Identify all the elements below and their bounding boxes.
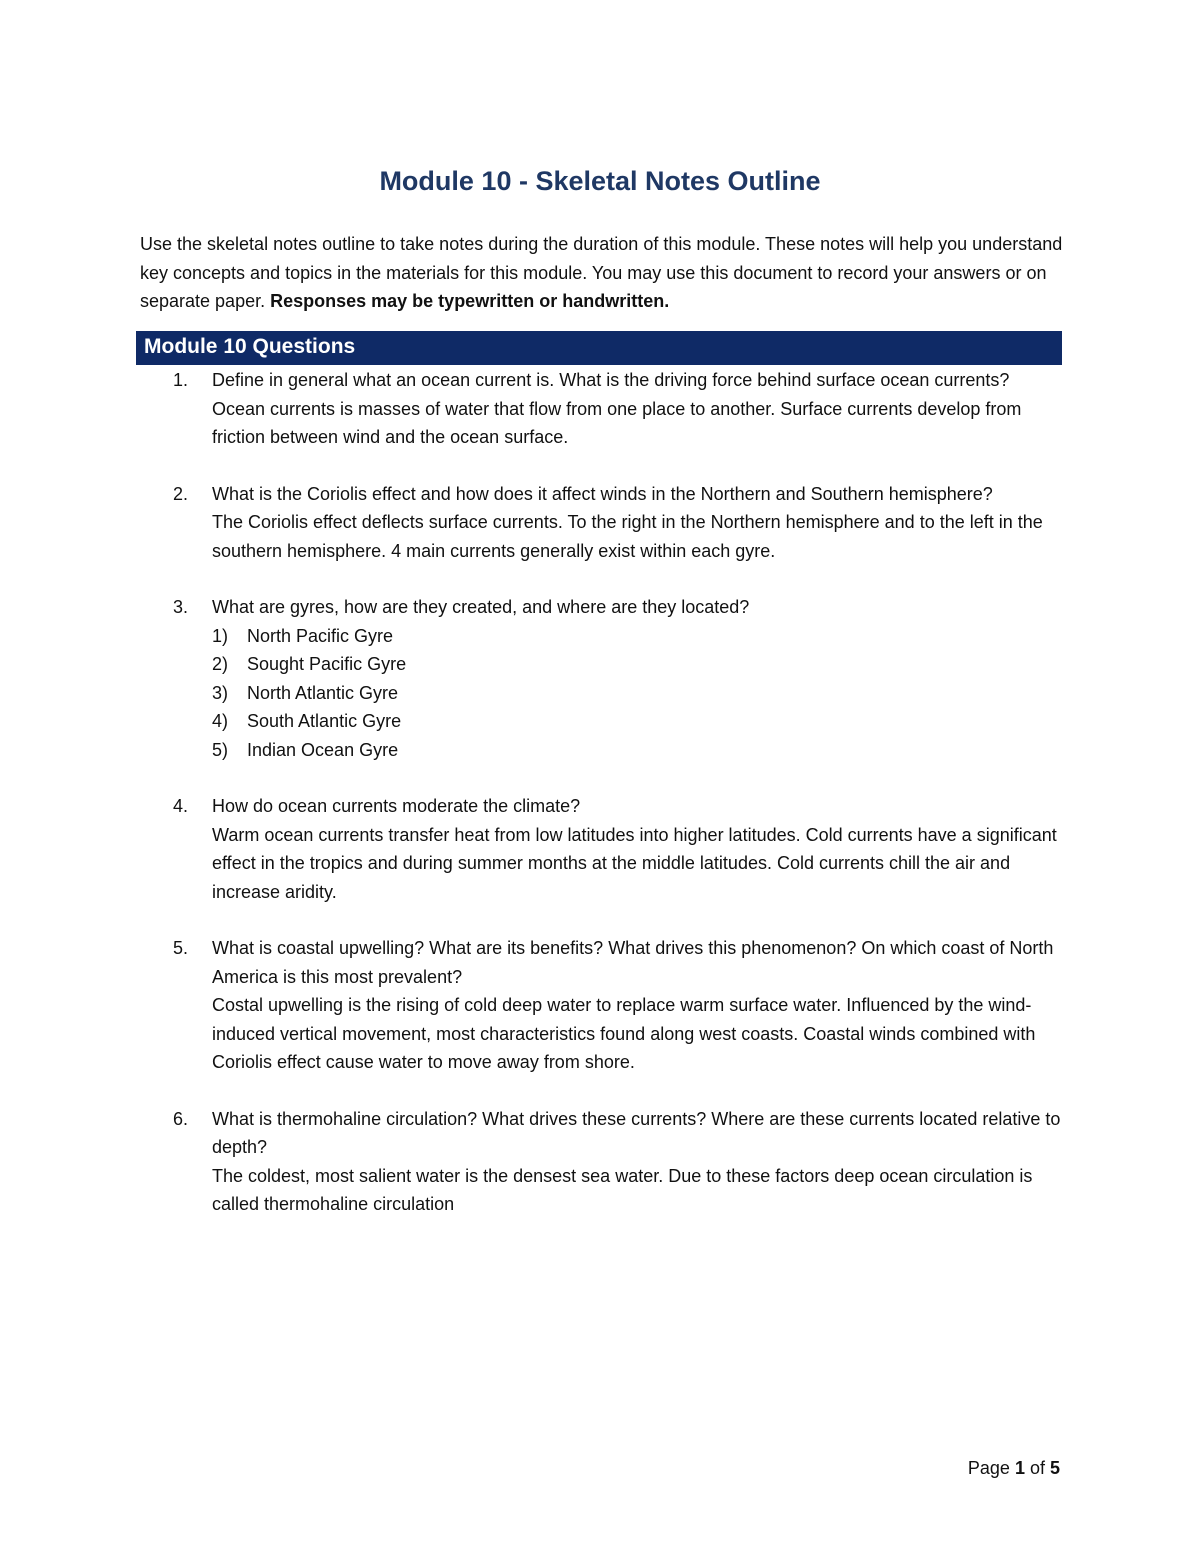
- gyre-list-text: Sought Pacific Gyre: [247, 654, 407, 674]
- gyre-list-number: 4): [212, 711, 229, 731]
- question-text: What is the Coriolis effect and how does it affect winds in the Northern and Southern hemisphere?: [212, 483, 993, 504]
- gyre-list-item: [212, 650, 1072, 679]
- question-number: 2.: [173, 483, 189, 504]
- intro-bold-text: Responses may be typewritten or handwritten.: [270, 291, 670, 311]
- section-header: Module 10 Questions: [144, 335, 356, 358]
- answer-text: Costal upwelling is the rising of cold deep water to replace warm surface water. Influenced by the wind-induced vertical movement, most characteristics found along west coasts. Coastal winds combined with Coriolis effect cause water to move away from shore.: [212, 995, 1036, 1072]
- gyre-list-number: 2): [212, 654, 229, 674]
- question-text: What is coastal upwelling? What are its benefits? What drives this phenomenon? On which coast of North America is this most prevalent?: [212, 938, 1054, 987]
- answer-text: The coldest, most salient water is the densest sea water. Due to these factors deep ocean circulation is called thermohaline circulation: [212, 1165, 1033, 1214]
- gyre-list-number: 3): [212, 682, 229, 703]
- gyre-list-text: Indian Ocean Gyre: [247, 739, 399, 760]
- question-number: 1.: [173, 370, 189, 390]
- question-number: 5.: [173, 938, 189, 958]
- question-item: [0, 593, 1200, 764]
- intro-paragraph: [140, 230, 1070, 316]
- questions-list: [0, 366, 1200, 1247]
- question-text: What are gyres, how are they created, and where are they located?: [212, 597, 750, 617]
- page-title: Module 10 - Skeletal Notes Outline: [379, 166, 821, 196]
- question-number: 3.: [173, 597, 189, 617]
- gyre-list-text: North Atlantic Gyre: [247, 682, 399, 703]
- question-item: [0, 366, 1200, 452]
- question-number: 4.: [173, 796, 189, 816]
- question-item: [0, 480, 1200, 566]
- gyre-list-number: 5): [212, 739, 229, 760]
- question-number: 6.: [173, 1108, 189, 1129]
- page-label: Page: [967, 1458, 1015, 1478]
- gyre-list-text: North Pacific Gyre: [247, 625, 394, 646]
- gyre-list-text: South Atlantic Gyre: [247, 711, 402, 731]
- answer-text: The Coriolis effect deflects surface currents. To the right in the Northern hemisphere and to the left in the southern hemisphere. 4 main currents generally exist within each gyre.: [212, 512, 1043, 561]
- gyre-list-item: [212, 707, 1072, 736]
- gyre-list-item: [212, 679, 1072, 708]
- page-of-label: of: [1024, 1458, 1050, 1478]
- question-text: How do ocean currents moderate the climate?: [212, 796, 581, 816]
- question-item: [0, 792, 1200, 906]
- gyre-list-item: [212, 622, 1072, 651]
- answer-text: Warm ocean currents transfer heat from low latitudes into higher latitudes. Cold currents have a significant effect in the tropics and during summer months at the middle latitudes. Cold currents chill the air and increase aridity.: [212, 824, 1057, 902]
- question-item: [0, 934, 1200, 1077]
- question-text: What is thermohaline circulation? What drives these currents? Where are these currents located relative to depth?: [212, 1108, 1061, 1157]
- question-item: [0, 1105, 1200, 1219]
- question-text: Define in general what an ocean current is. What is the driving force behind surface ocean currents?: [212, 370, 1010, 390]
- intro-text: Use the skeletal notes outline to take notes during the duration of this module. These notes will help you understand key concepts and topics in the materials for this module. You may use this document to record your answers or on separate paper.: [140, 234, 1063, 311]
- section-header-band: [136, 331, 1062, 365]
- answer-text: Ocean currents is masses of water that flow from one place to another. Surface currents develop from friction between wind and the ocean surface.: [212, 398, 1022, 447]
- gyre-list-item: [212, 736, 1072, 765]
- page-total: 5: [1049, 1458, 1060, 1478]
- gyre-list-number: 1): [212, 625, 229, 646]
- page-footer: [968, 1458, 1060, 1479]
- page-number: 1: [1014, 1458, 1025, 1478]
